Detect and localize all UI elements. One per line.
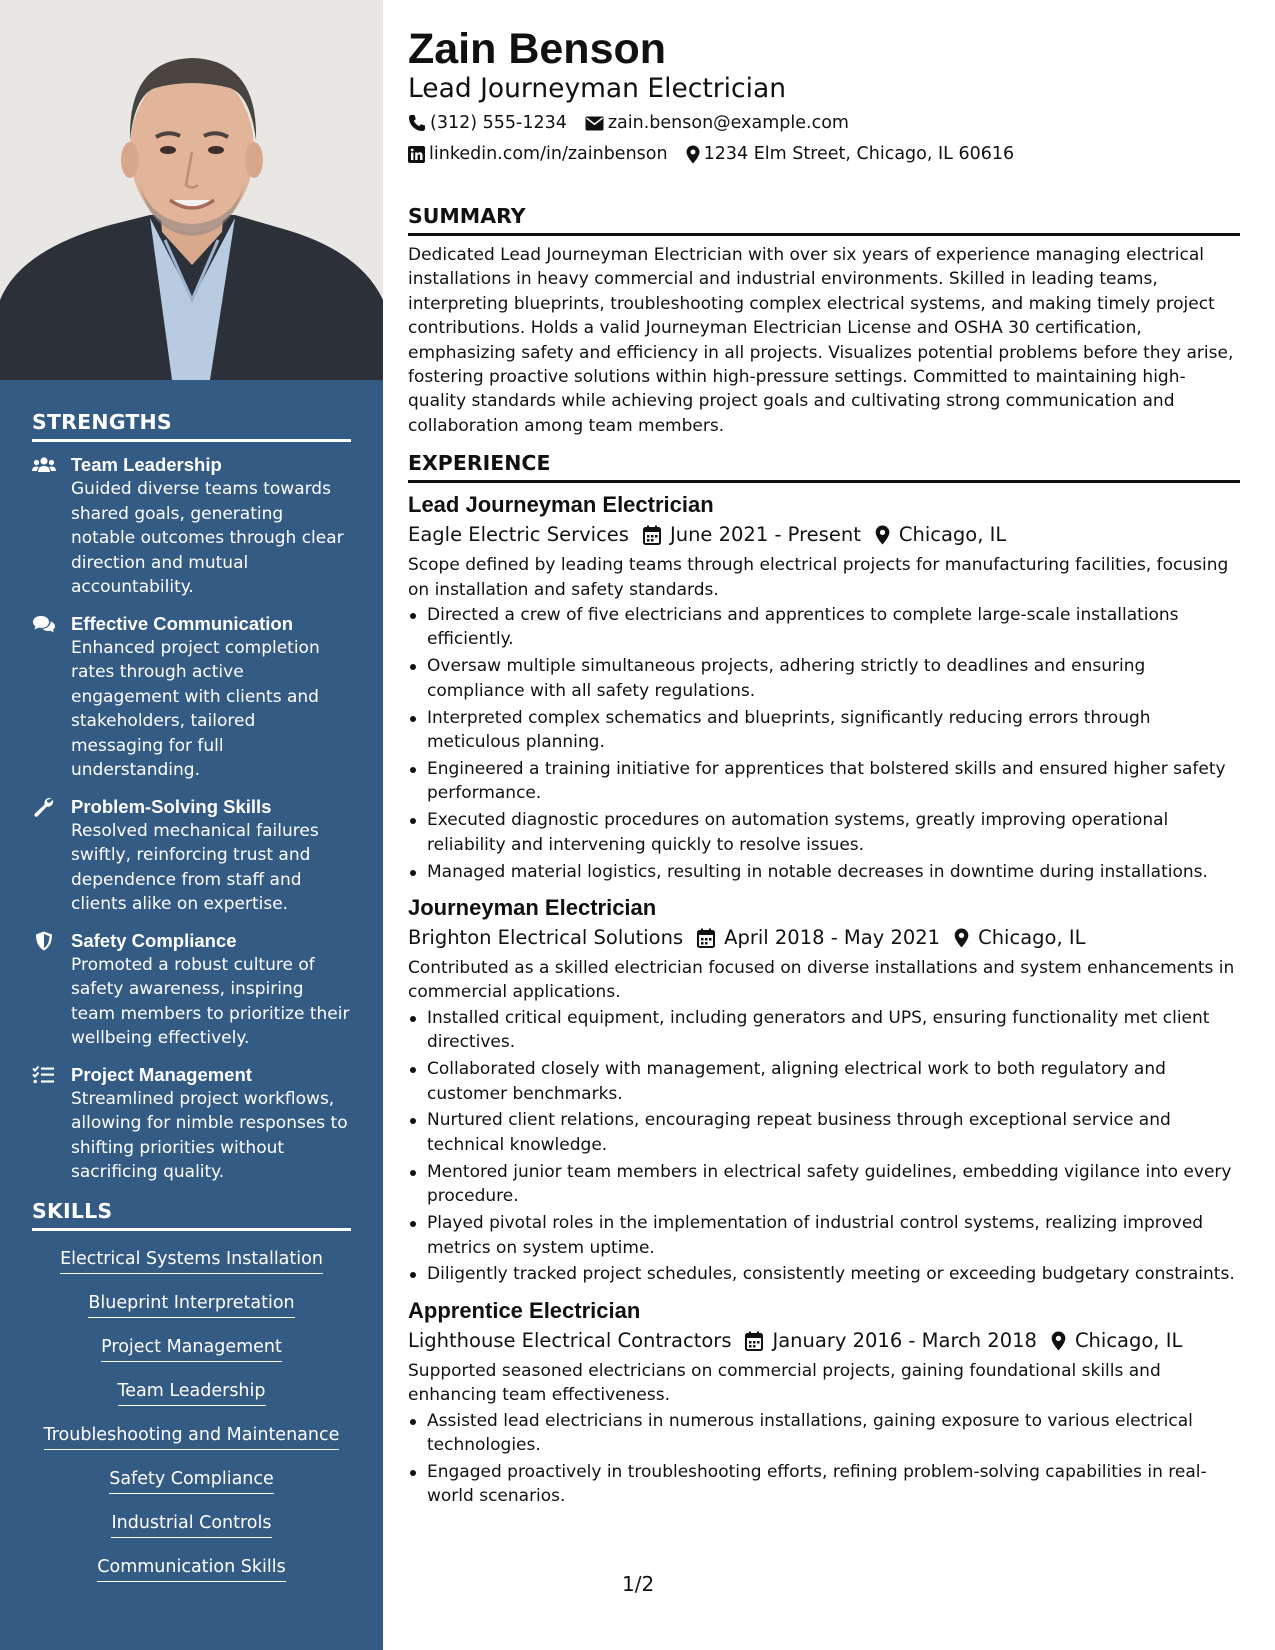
experience-entry bbox=[408, 490, 1240, 884]
bullet-item: Mentored junior team members in electrical safety guidelines, embedding vigilance into every procedure. bbox=[408, 1160, 1240, 1209]
job-role: Journeyman Electrician bbox=[408, 895, 657, 921]
experience-entry bbox=[408, 1296, 1240, 1509]
strength-title: Team Leadership bbox=[71, 454, 222, 475]
candidate-title: Lead Journeyman Electrician bbox=[408, 73, 786, 104]
bullet-item: Assisted lead electricians in numerous installations, gaining exposure to various electrical technologies. bbox=[408, 1409, 1240, 1458]
skill-item: Project Management bbox=[101, 1335, 282, 1362]
bullet-item: Diligently tracked project schedules, consistently meeting or exceeding budgetary constraints. bbox=[408, 1262, 1240, 1286]
job-dates-text: January 2016 - March 2018 bbox=[772, 1328, 1037, 1352]
job-location-text: Chicago, IL bbox=[898, 523, 1007, 547]
strength-item bbox=[32, 795, 351, 917]
bullet-item: Directed a crew of five electricians and apprentices to complete large-scale installations efficiently. bbox=[408, 603, 1240, 652]
skills-heading: SKILLS bbox=[32, 1199, 351, 1231]
job-location-text: Chicago, IL bbox=[1074, 1328, 1183, 1352]
job-company: Lighthouse Electrical Contractors bbox=[408, 1328, 732, 1352]
strength-desc: Enhanced project completion rates through active engagement with clients and stakeholders, tailored messaging for full understanding. bbox=[71, 637, 320, 780]
main-content bbox=[408, 24, 1240, 1518]
strength-desc: Guided diverse teams towards shared goals, generating notable outcomes through clear direction and mutual accountability. bbox=[71, 479, 344, 597]
address-text: 1234 Elm Street, Chicago, IL 60616 bbox=[703, 144, 1015, 164]
linkedin-text: linkedin.com/in/zainbenson bbox=[429, 144, 668, 164]
bullet-item: Collaborated closely with management, aligning electrical work to both regulatory and customer benchmarks. bbox=[408, 1057, 1240, 1106]
job-location-text: Chicago, IL bbox=[978, 926, 1086, 950]
bullet-item: Interpreted complex schematics and blueprints, significantly reducing errors through meticulous planning. bbox=[408, 706, 1240, 755]
skills-list bbox=[32, 1247, 351, 1599]
strength-item bbox=[32, 612, 351, 783]
contact-row bbox=[408, 142, 1240, 166]
skill-item: Safety Compliance bbox=[109, 1467, 274, 1494]
map-pin-icon bbox=[875, 525, 890, 545]
job-meta bbox=[408, 1326, 1240, 1356]
strength-item bbox=[32, 1063, 351, 1185]
strength-desc: Promoted a robust culture of safety awareness, inspiring team members to prioritize their wellbeing effectively. bbox=[71, 954, 350, 1048]
strength-item bbox=[32, 453, 351, 600]
strength-item bbox=[32, 929, 351, 1051]
job-meta bbox=[408, 520, 1240, 550]
skill-item: Industrial Controls bbox=[111, 1511, 271, 1538]
contact-row bbox=[408, 111, 1240, 135]
job-bullets bbox=[408, 1409, 1240, 1509]
strength-title: Project Management bbox=[71, 1063, 252, 1085]
job-location bbox=[954, 923, 1085, 953]
strength-title: Safety Compliance bbox=[71, 929, 237, 951]
job-scope: Scope defined by leading teams through electrical projects for manufacturing facilities, focusing on installation and safety standards. bbox=[408, 555, 1229, 600]
profile-photo bbox=[0, 0, 383, 380]
summary-text: Dedicated Lead Journeyman Electrician with over six years of experience managing electrical installations in heavy commercial and industrial environments. Skilled in leading teams, interpreting blueprints, troubleshooting complex electrical systems, and making timely project contributions. Holds a valid Journeyman Electrician License and OSHA 30 certification, emphasizing safety and efficiency in all projects. Visualizes potential problems before they arise, fostering proactive solutions within high-pressure settings. Committed to maintaining high-quality standards while achieving project goals and cultivating strong communication and collaboration among team members. bbox=[408, 245, 1234, 436]
address-contact bbox=[686, 142, 1015, 166]
strengths-heading: STRENGTHS bbox=[32, 410, 351, 442]
phone-icon bbox=[408, 114, 426, 132]
strength-title: Problem-Solving Skills bbox=[71, 795, 272, 817]
map-pin-icon bbox=[686, 145, 700, 164]
job-dates bbox=[745, 1326, 1036, 1356]
strength-title: Effective Communication bbox=[71, 612, 294, 634]
experience-entry bbox=[408, 893, 1240, 1287]
strength-desc: Streamlined project workflows, allowing for nimble responses to shifting priorities without sacrificing quality. bbox=[71, 1088, 348, 1182]
job-scope: Contributed as a skilled electrician focused on diverse installations and system enhancements in commercial applications. bbox=[408, 958, 1235, 1003]
job-scope: Supported seasoned electricians on commercial projects, gaining foundational skills and enhancing team effectiveness. bbox=[408, 1360, 1161, 1406]
email-contact[interactable] bbox=[585, 111, 849, 135]
calendar-icon bbox=[745, 1331, 763, 1351]
comments-icon bbox=[32, 614, 56, 634]
job-dates-text: April 2018 - May 2021 bbox=[724, 926, 941, 950]
map-pin-icon bbox=[1051, 1331, 1066, 1351]
skill-item: Communication Skills bbox=[97, 1555, 285, 1582]
bullet-item: Engaged proactively in troubleshooting efforts, refining problem-solving capabilities in real-world scenarios. bbox=[408, 1460, 1240, 1509]
linkedin-icon bbox=[408, 146, 425, 163]
job-bullets bbox=[408, 603, 1240, 884]
job-location bbox=[875, 520, 1006, 550]
job-dates bbox=[643, 520, 861, 550]
job-role: Lead Journeyman Electrician bbox=[408, 492, 714, 518]
job-dates-text: June 2021 - Present bbox=[669, 523, 861, 547]
job-company: Eagle Electric Services bbox=[408, 523, 629, 547]
task-list-icon bbox=[32, 1065, 56, 1085]
bullet-item: Engineered a training initiative for apprentices that bolstered skills and ensured higher safety performance. bbox=[408, 757, 1240, 806]
job-bullets bbox=[408, 1006, 1240, 1287]
skill-item: Blueprint Interpretation bbox=[88, 1291, 294, 1318]
bullet-item: Installed critical equipment, including generators and UPS, ensuring functionality met client directives. bbox=[408, 1006, 1240, 1055]
skill-item: Team Leadership bbox=[118, 1379, 266, 1406]
page-number: 1/2 bbox=[622, 1572, 655, 1596]
candidate-name: Zain Benson bbox=[408, 25, 667, 73]
shield-icon bbox=[32, 931, 56, 951]
calendar-icon bbox=[697, 928, 715, 948]
phone-text: (312) 555-1234 bbox=[430, 113, 567, 133]
bullet-item: Managed material logistics, resulting in notable decreases in downtime during installations. bbox=[408, 860, 1240, 884]
users-icon bbox=[32, 455, 56, 475]
bullet-item: Oversaw multiple simultaneous projects, adhering strictly to deadlines and ensuring compliance with all safety regulations. bbox=[408, 654, 1240, 703]
strength-desc: Resolved mechanical failures swiftly, reinforcing trust and dependence from staff and clients alike on expertise. bbox=[71, 820, 319, 914]
bullet-item: Executed diagnostic procedures on automation systems, greatly improving operational reliability and intervening quickly to resolve issues. bbox=[408, 808, 1240, 857]
summary-heading: SUMMARY bbox=[408, 203, 1240, 236]
experience-heading: EXPERIENCE bbox=[408, 450, 1240, 483]
job-dates bbox=[697, 923, 940, 953]
job-company: Brighton Electrical Solutions bbox=[408, 926, 684, 950]
map-pin-icon bbox=[954, 928, 969, 948]
sidebar-content bbox=[32, 410, 351, 1599]
job-role: Apprentice Electrician bbox=[408, 1297, 641, 1323]
wrench-icon bbox=[32, 797, 56, 817]
envelope-icon bbox=[585, 116, 604, 131]
calendar-icon bbox=[643, 525, 661, 545]
bullet-item: Nurtured client relations, encouraging repeat business through exceptional service and technical knowledge. bbox=[408, 1108, 1240, 1157]
job-meta bbox=[408, 923, 1240, 953]
linkedin-contact[interactable] bbox=[408, 142, 668, 166]
skill-item: Troubleshooting and Maintenance bbox=[44, 1423, 340, 1450]
email-text: zain.benson@example.com bbox=[607, 113, 849, 133]
phone-contact[interactable] bbox=[408, 111, 567, 135]
bullet-item: Played pivotal roles in the implementation of industrial control systems, realizing improved metrics on system uptime. bbox=[408, 1211, 1240, 1260]
sidebar bbox=[0, 0, 383, 1650]
job-location bbox=[1051, 1326, 1182, 1356]
skill-item: Electrical Systems Installation bbox=[60, 1247, 323, 1274]
